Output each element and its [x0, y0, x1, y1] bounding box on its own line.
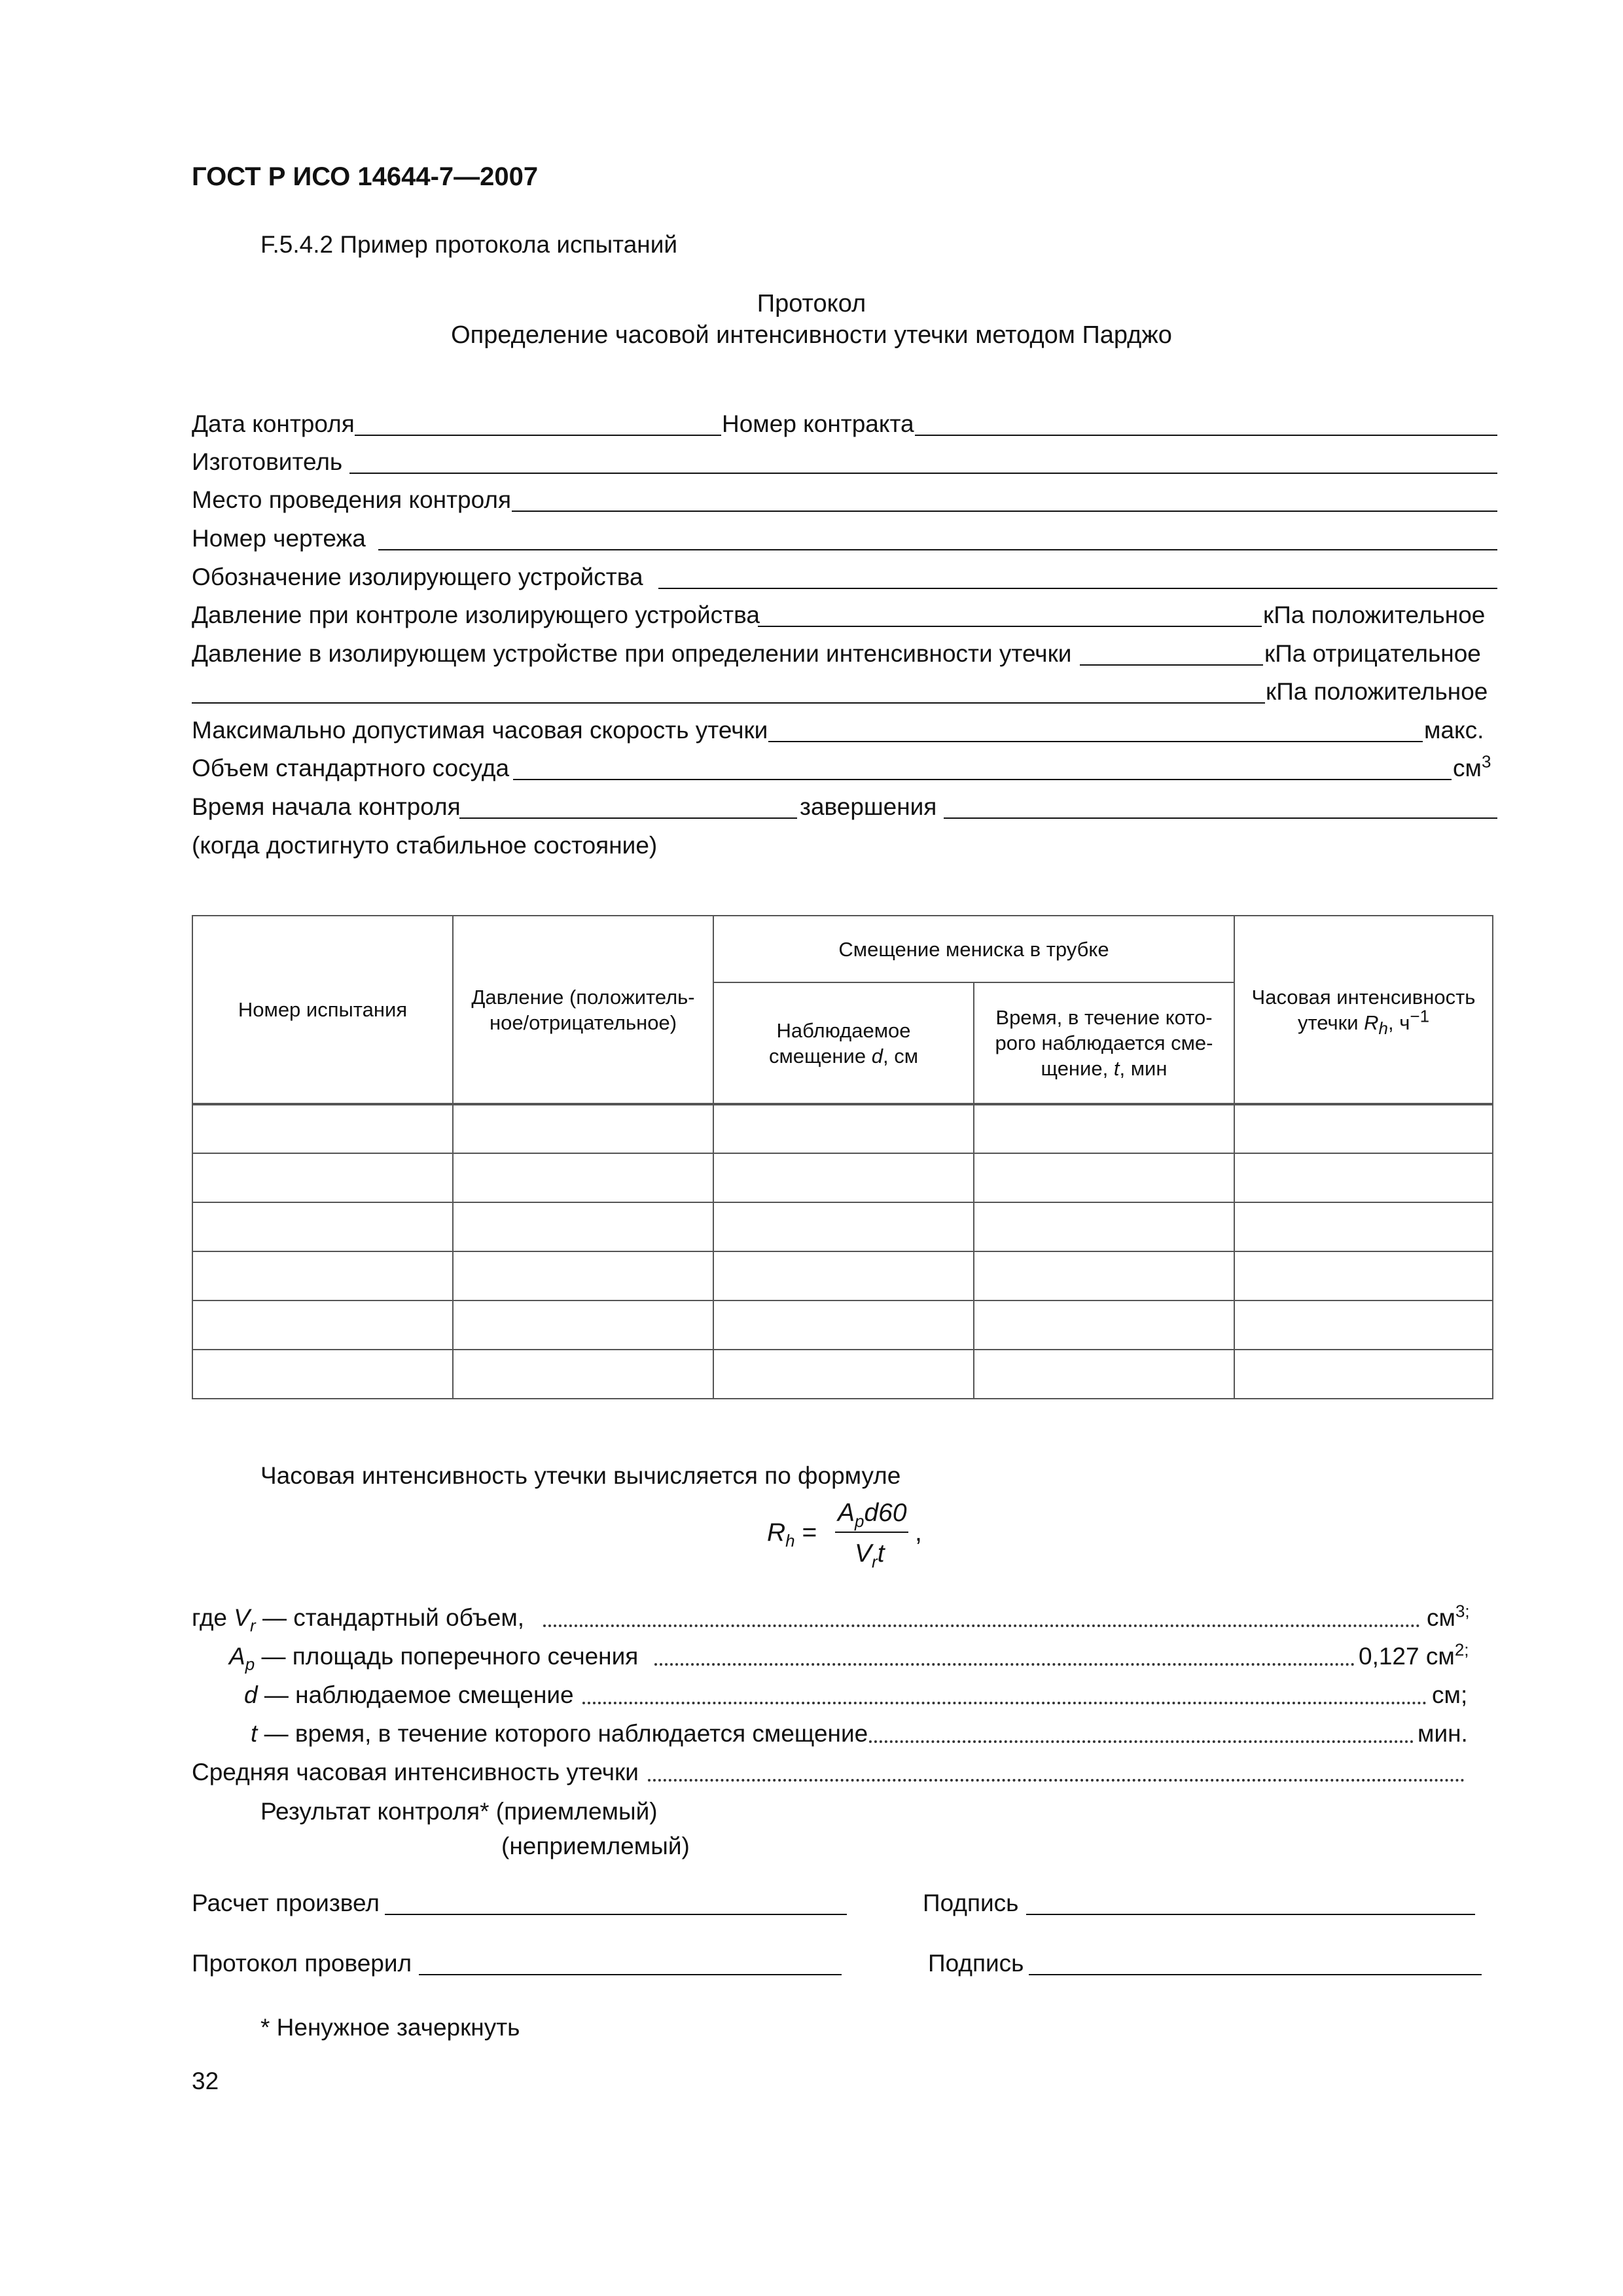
calc-field[interactable] — [385, 1914, 847, 1915]
fraction-bar — [835, 1532, 908, 1533]
result-label: Результат контроля* (приемлемый) — [260, 1798, 658, 1825]
table-cell[interactable] — [453, 1104, 713, 1153]
table-cell[interactable] — [974, 1104, 1234, 1153]
table-cell[interactable] — [974, 1300, 1234, 1350]
volume-unit: $см^3$ — [1453, 751, 1491, 781]
table-cell[interactable] — [1234, 1300, 1493, 1350]
table-cell[interactable] — [1234, 1153, 1493, 1202]
table-cell[interactable] — [453, 1202, 713, 1251]
checked-field[interactable] — [419, 1974, 842, 1975]
where-ap: $A_p$ — площадь поперечного сечения — [229, 1643, 639, 1674]
result-alt: (неприемлемый) — [501, 1833, 690, 1859]
table-row — [192, 1350, 1493, 1399]
place-label: Место проведения контроля — [192, 486, 512, 513]
pressure-leak-label: Давление в изолирующем устройстве при определении интенсивности утечки — [192, 640, 1072, 667]
max-rate-field[interactable] — [768, 741, 1423, 742]
table-cell[interactable] — [192, 1153, 453, 1202]
max-rate-unit: макс. — [1424, 717, 1484, 744]
device-label: Обозначение изолирующего устройства — [192, 564, 643, 590]
header-leak-rate: Часовая интенсивность утечки $R_h$, $ч^{-1}$ — [1234, 916, 1493, 1104]
where-ap-value: 0,127 $см^{2;}$ — [1359, 1640, 1469, 1670]
sign1-field[interactable] — [1026, 1914, 1475, 1915]
pressure-leak-unit-positive: кПа положительное — [1266, 678, 1488, 705]
checked-label: Протокол проверил — [192, 1950, 412, 1977]
sign1-label: Подпись — [923, 1890, 1019, 1916]
start-time-field[interactable] — [459, 817, 797, 819]
table-cell[interactable] — [453, 1350, 713, 1399]
table-cell[interactable] — [974, 1350, 1234, 1399]
dot-leader — [654, 1663, 1355, 1666]
table-cell[interactable] — [453, 1300, 713, 1350]
table-cell[interactable] — [1234, 1251, 1493, 1300]
table-cell[interactable] — [1234, 1104, 1493, 1153]
table-row — [192, 1104, 1493, 1153]
where-t: t — время, в течение которого наблюдается смещение — [251, 1720, 868, 1747]
sign2-field[interactable] — [1029, 1974, 1482, 1975]
end-time-label: завершения — [800, 793, 937, 820]
page-number: 32 — [192, 2068, 219, 2094]
table-cell[interactable] — [453, 1153, 713, 1202]
pressure-device-unit: кПа положительное — [1263, 601, 1486, 628]
stable-note: (когда достигнуто стабильное состояние) — [192, 832, 658, 859]
sign2-label: Подпись — [928, 1950, 1024, 1977]
table-cell[interactable] — [974, 1202, 1234, 1251]
place-field[interactable] — [512, 511, 1497, 512]
table-cell[interactable] — [192, 1104, 453, 1153]
results-table — [192, 915, 1493, 1399]
table-cell[interactable] — [974, 1251, 1234, 1300]
table-row — [192, 1153, 1493, 1202]
table-cell[interactable] — [713, 1202, 974, 1251]
dot-leader — [582, 1702, 1427, 1704]
volume-label: Объем стандартного сосуда — [192, 755, 510, 781]
device-field[interactable] — [658, 588, 1497, 589]
table-cell[interactable] — [713, 1300, 974, 1350]
footnote: * Ненужное зачеркнуть — [260, 2014, 520, 2041]
protocol-subtitle: Определение часовой интенсивности утечки методом Парджо — [451, 321, 1172, 349]
formula-numerator: $A_pd60$ — [838, 1499, 907, 1531]
header-test-number: Номер испытания — [192, 916, 453, 1104]
date-field[interactable] — [355, 435, 721, 436]
drawing-field[interactable] — [378, 549, 1497, 550]
header-meniscus-group: Смещение мениска в трубке — [713, 916, 1234, 982]
table-row — [192, 1251, 1493, 1300]
pressure-device-label: Давление при контроле изолирующего устройства — [192, 601, 760, 628]
formula-intro: Часовая интенсивность утечки вычисляется по формуле — [260, 1462, 901, 1489]
table-row — [192, 1202, 1493, 1251]
dot-leader — [543, 1624, 1420, 1627]
section-heading: F.5.4.2 Пример протокола испытаний — [260, 231, 678, 258]
dot-leader — [648, 1779, 1465, 1782]
table-cell[interactable] — [192, 1300, 453, 1350]
dot-leader — [869, 1740, 1414, 1743]
pressure-leak-unit-negative: кПа отрицательное — [1264, 640, 1481, 667]
end-time-field[interactable] — [944, 817, 1497, 819]
where-vr: где $V_r$ — стандартный объем, — [192, 1604, 525, 1636]
header-pressure: Давление (положитель- ное/отрицательное) — [453, 916, 713, 1104]
header-observed-shift: Наблюдаемое смещение d, см — [713, 982, 974, 1104]
start-time-label: Время начала контроля — [192, 793, 461, 820]
contract-field[interactable] — [915, 435, 1497, 436]
protocol-title: Протокол — [757, 290, 866, 317]
pressure-device-field[interactable] — [758, 626, 1262, 627]
volume-field[interactable] — [513, 779, 1452, 780]
table-row — [192, 1300, 1493, 1350]
table-cell[interactable] — [453, 1251, 713, 1300]
max-rate-label: Максимально допустимая часовая скорость утечки — [192, 717, 768, 744]
pressure-leak-pos-field[interactable] — [192, 702, 1265, 704]
table-cell[interactable] — [713, 1153, 974, 1202]
calc-label: Расчет произвел — [192, 1890, 380, 1916]
table-cell[interactable] — [1234, 1202, 1493, 1251]
table-cell[interactable] — [192, 1202, 453, 1251]
pressure-leak-neg-field[interactable] — [1080, 664, 1263, 666]
average-rate-label: Средняя часовая интенсивность утечки — [192, 1759, 639, 1785]
date-label: Дата контроля — [192, 410, 355, 437]
formula-comma: , — [915, 1518, 922, 1547]
table-cell[interactable] — [713, 1104, 974, 1153]
where-d-unit: см; — [1432, 1681, 1468, 1708]
standard-title: ГОСТ Р ИСО 14644-7—2007 — [192, 162, 539, 191]
table-cell[interactable] — [1234, 1350, 1493, 1399]
drawing-label: Номер чертежа — [192, 525, 366, 552]
formula-lhs: $R_h$ = — [767, 1518, 817, 1551]
manufacturer-label: Изготовитель — [192, 448, 343, 475]
table-cell[interactable] — [713, 1350, 974, 1399]
where-d: d — наблюдаемое смещение — [244, 1681, 574, 1708]
table-cell[interactable] — [974, 1153, 1234, 1202]
where-vr-unit: $см^{3;}$ — [1427, 1601, 1470, 1631]
formula-denominator: $V_rt$ — [855, 1539, 885, 1571]
where-t-unit: мин. — [1418, 1720, 1468, 1747]
manufacturer-field[interactable] — [349, 473, 1497, 474]
header-time: Время, в течение кото- рого наблюдается сме- щение, t, мин — [974, 982, 1234, 1104]
table-cell[interactable] — [192, 1350, 453, 1399]
table-cell[interactable] — [713, 1251, 974, 1300]
table-cell[interactable] — [192, 1251, 453, 1300]
contract-label: Номер контракта — [722, 410, 914, 437]
